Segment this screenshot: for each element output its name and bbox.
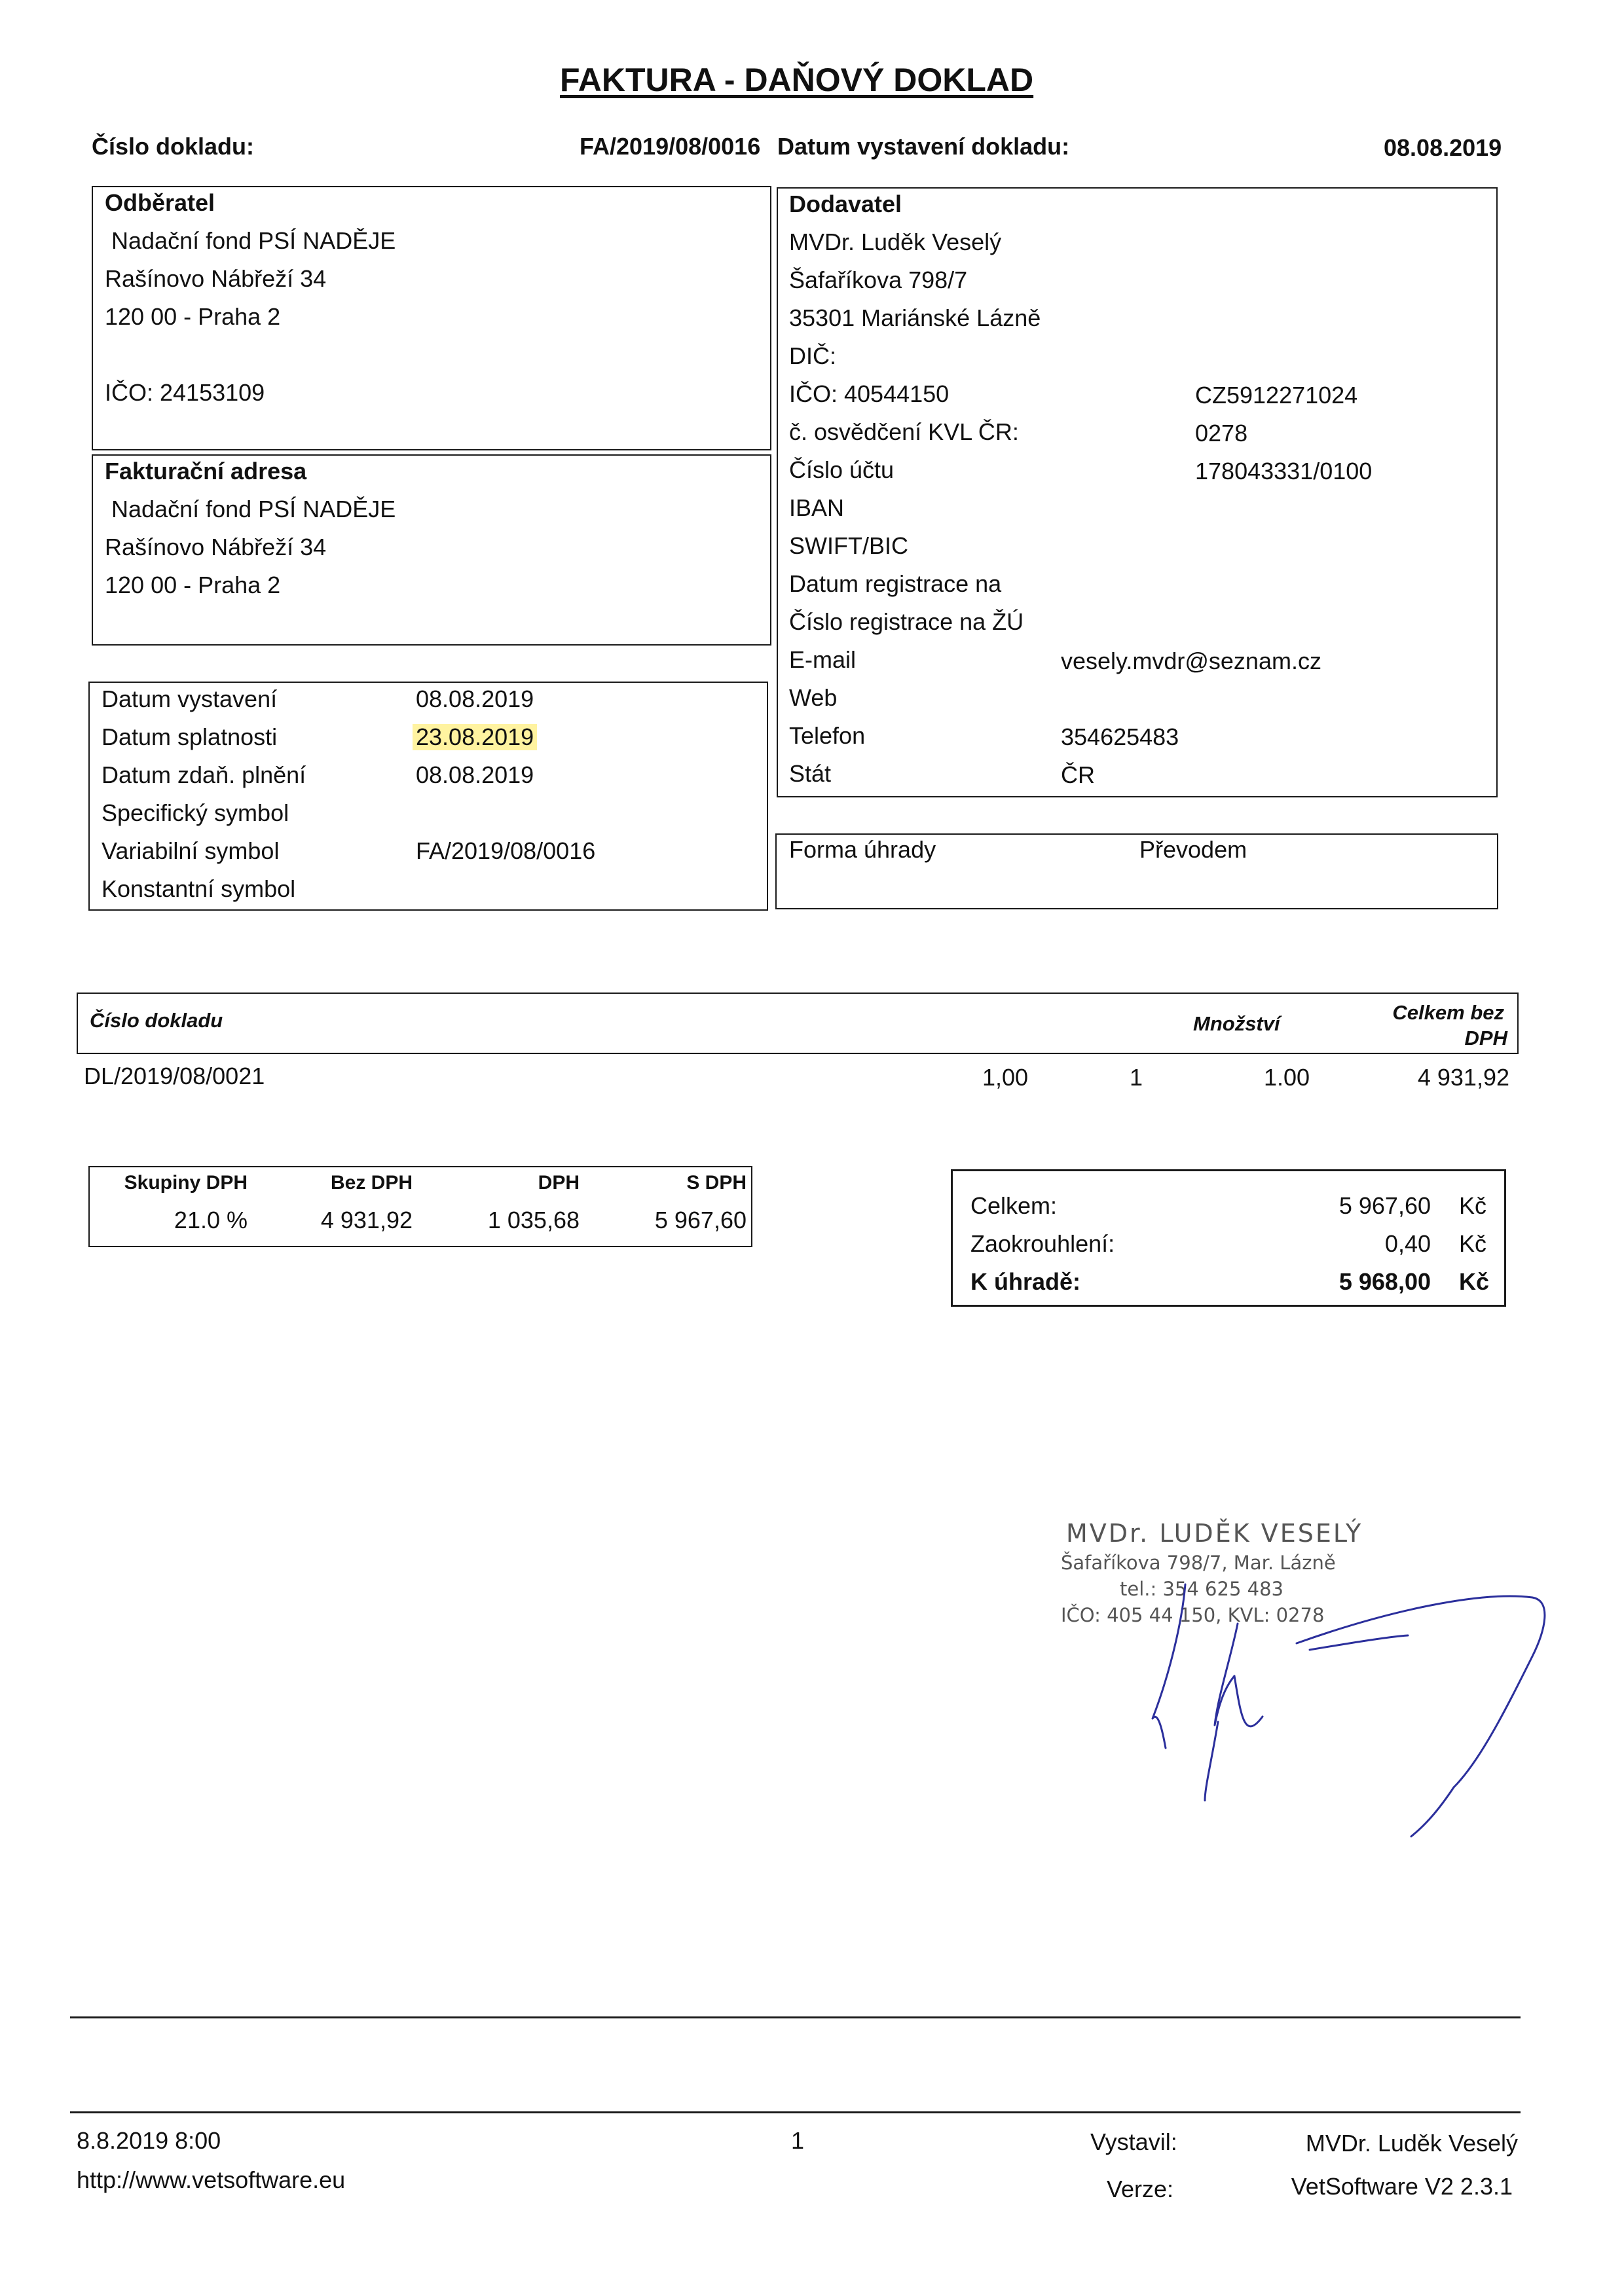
doc-number-label: Číslo dokladu:: [92, 133, 255, 160]
footer-divider-bottom: [70, 2111, 1521, 2113]
footer-datetime: 8.8.2019 8:00: [77, 2127, 221, 2154]
customer-ico: IČO: 24153109: [105, 379, 265, 406]
amount-due-label: K úhradě:: [970, 1268, 1081, 1295]
supplier-account-label: Číslo účtu: [789, 456, 895, 483]
customer-street: Rašínovo Nábřeží 34: [105, 265, 327, 292]
item-doc-number: DL/2019/08/0021: [84, 1063, 265, 1089]
rounding-currency: Kč: [1459, 1230, 1487, 1257]
issue-date-label: Datum vystavení dokladu:: [777, 133, 1070, 160]
date-due-label: Datum splatnosti: [101, 723, 278, 750]
total-value: 5 967,60: [1338, 1192, 1431, 1219]
vat-col-net: Bez DPH: [330, 1172, 413, 1194]
supplier-web-label: Web: [789, 684, 838, 711]
footer-url: http://www.vetsoftware.eu: [77, 2166, 346, 2193]
supplier-city: 35301 Mariánské Lázně: [789, 304, 1041, 331]
supplier-kvl-value: 0278: [1195, 420, 1248, 446]
rounding-value: 0,40: [1384, 1230, 1431, 1257]
supplier-email-value: vesely.mvdr@seznam.cz: [1061, 647, 1321, 674]
supplier-dic-value: CZ5912271024: [1195, 382, 1358, 409]
payment-value: Převodem: [1139, 836, 1247, 863]
vat-gross: 5 967,60: [654, 1207, 747, 1233]
date-issue-value: 08.08.2019: [416, 685, 534, 712]
stamp-phone: tel.: 354 625 483: [1120, 1578, 1283, 1600]
vat-rate: 21.0 %: [174, 1207, 248, 1233]
footer-version-value: VetSoftware V2 2.3.1: [1291, 2173, 1513, 2200]
customer-title: Odběratel: [105, 189, 215, 216]
doc-number-value: FA/2019/08/0016: [580, 133, 761, 160]
supplier-iban-label: IBAN: [789, 494, 845, 521]
constant-symbol-label: Konstantní symbol: [101, 875, 296, 902]
footer-issued-value: MVDr. Luděk Veselý: [1305, 2130, 1518, 2157]
supplier-reg-date-label: Datum registrace na: [789, 570, 1002, 597]
supplier-street: Šafaříkova 798/7: [789, 266, 968, 293]
rounding-label: Zaokrouhlení:: [970, 1230, 1115, 1257]
supplier-kvl-label: č. osvědčení KVL ČR:: [789, 418, 1019, 445]
date-tax-value: 08.08.2019: [416, 761, 534, 788]
issue-date-value: 08.08.2019: [1384, 134, 1502, 161]
vat-col-vat: DPH: [538, 1172, 580, 1194]
date-tax-label: Datum zdaň. plnění: [101, 761, 306, 788]
footer-divider-top: [70, 2016, 1521, 2018]
date-issue-label: Datum vystavení: [101, 685, 278, 712]
date-due-value: 23.08.2019: [413, 724, 537, 750]
customer-city: 120 00 - Praha 2: [105, 303, 281, 330]
supplier-ico: IČO: 40544150: [789, 380, 950, 407]
billing-name: Nadační fond PSÍ NADĚJE: [111, 496, 396, 522]
supplier-phone-label: Telefon: [789, 722, 866, 749]
customer-name: Nadační fond PSÍ NADĚJE: [111, 227, 396, 254]
stamp-address: Šafaříkova 798/7, Mar. Lázně: [1061, 1552, 1336, 1574]
variable-symbol-label: Variabilní symbol: [101, 837, 280, 864]
footer-version-label: Verze:: [1107, 2176, 1174, 2202]
item-value-2: 1: [1130, 1064, 1143, 1091]
supplier-dic-label: DIČ:: [789, 342, 836, 369]
supplier-swift-label: SWIFT/BIC: [789, 532, 908, 559]
specific-symbol-label: Specifický symbol: [101, 799, 289, 826]
billing-street: Rašínovo Nábřeží 34: [105, 534, 327, 560]
vat-col-gross: S DPH: [686, 1172, 747, 1194]
billing-city: 120 00 - Praha 2: [105, 572, 281, 598]
supplier-title: Dodavatel: [789, 191, 902, 217]
document-title: FAKTURA - DAŇOVÝ DOKLAD: [560, 62, 1034, 98]
items-col-doc: Číslo dokladu: [90, 1009, 223, 1032]
item-total: 4 931,92: [1417, 1064, 1509, 1091]
total-currency: Kč: [1459, 1192, 1487, 1219]
vat-col-group: Skupiny DPH: [124, 1172, 248, 1194]
stamp-name: MVDr. LUDĚK VESELÝ: [1066, 1519, 1363, 1548]
items-table-header: [77, 993, 1519, 1054]
item-value-1: 1,00: [982, 1064, 1029, 1091]
total-label: Celkem:: [970, 1192, 1058, 1219]
amount-due-currency: Kč: [1459, 1268, 1490, 1295]
supplier-account-value: 178043331/0100: [1195, 458, 1373, 484]
supplier-name: MVDr. Luděk Veselý: [789, 228, 1002, 255]
stamp-ids: IČO: 405 44 150, KVL: 0278: [1061, 1604, 1325, 1626]
billing-title: Fakturační adresa: [105, 458, 307, 484]
vat-net: 4 931,92: [320, 1207, 413, 1233]
amount-due-value: 5 968,00: [1338, 1268, 1431, 1295]
supplier-country-value: ČR: [1061, 761, 1095, 788]
footer-issued-label: Vystavil:: [1090, 2128, 1177, 2155]
supplier-reg-no-label: Číslo registrace na ŽÚ: [789, 608, 1024, 635]
variable-symbol-value: FA/2019/08/0016: [416, 837, 596, 864]
signature-scribble: [1113, 1545, 1611, 1886]
supplier-country-label: Stát: [789, 760, 832, 787]
supplier-email-label: E-mail: [789, 646, 857, 673]
items-col-total-2: DPH: [1464, 1027, 1507, 1049]
footer-page-number: 1: [791, 2127, 805, 2154]
vat-amount: 1 035,68: [487, 1207, 580, 1233]
item-value-3: 1.00: [1264, 1064, 1310, 1091]
supplier-phone-value: 354625483: [1061, 723, 1179, 750]
payment-label: Forma úhrady: [789, 836, 936, 863]
items-col-qty: Množství: [1193, 1012, 1280, 1035]
items-col-total-1: Celkem bez: [1392, 1001, 1504, 1024]
